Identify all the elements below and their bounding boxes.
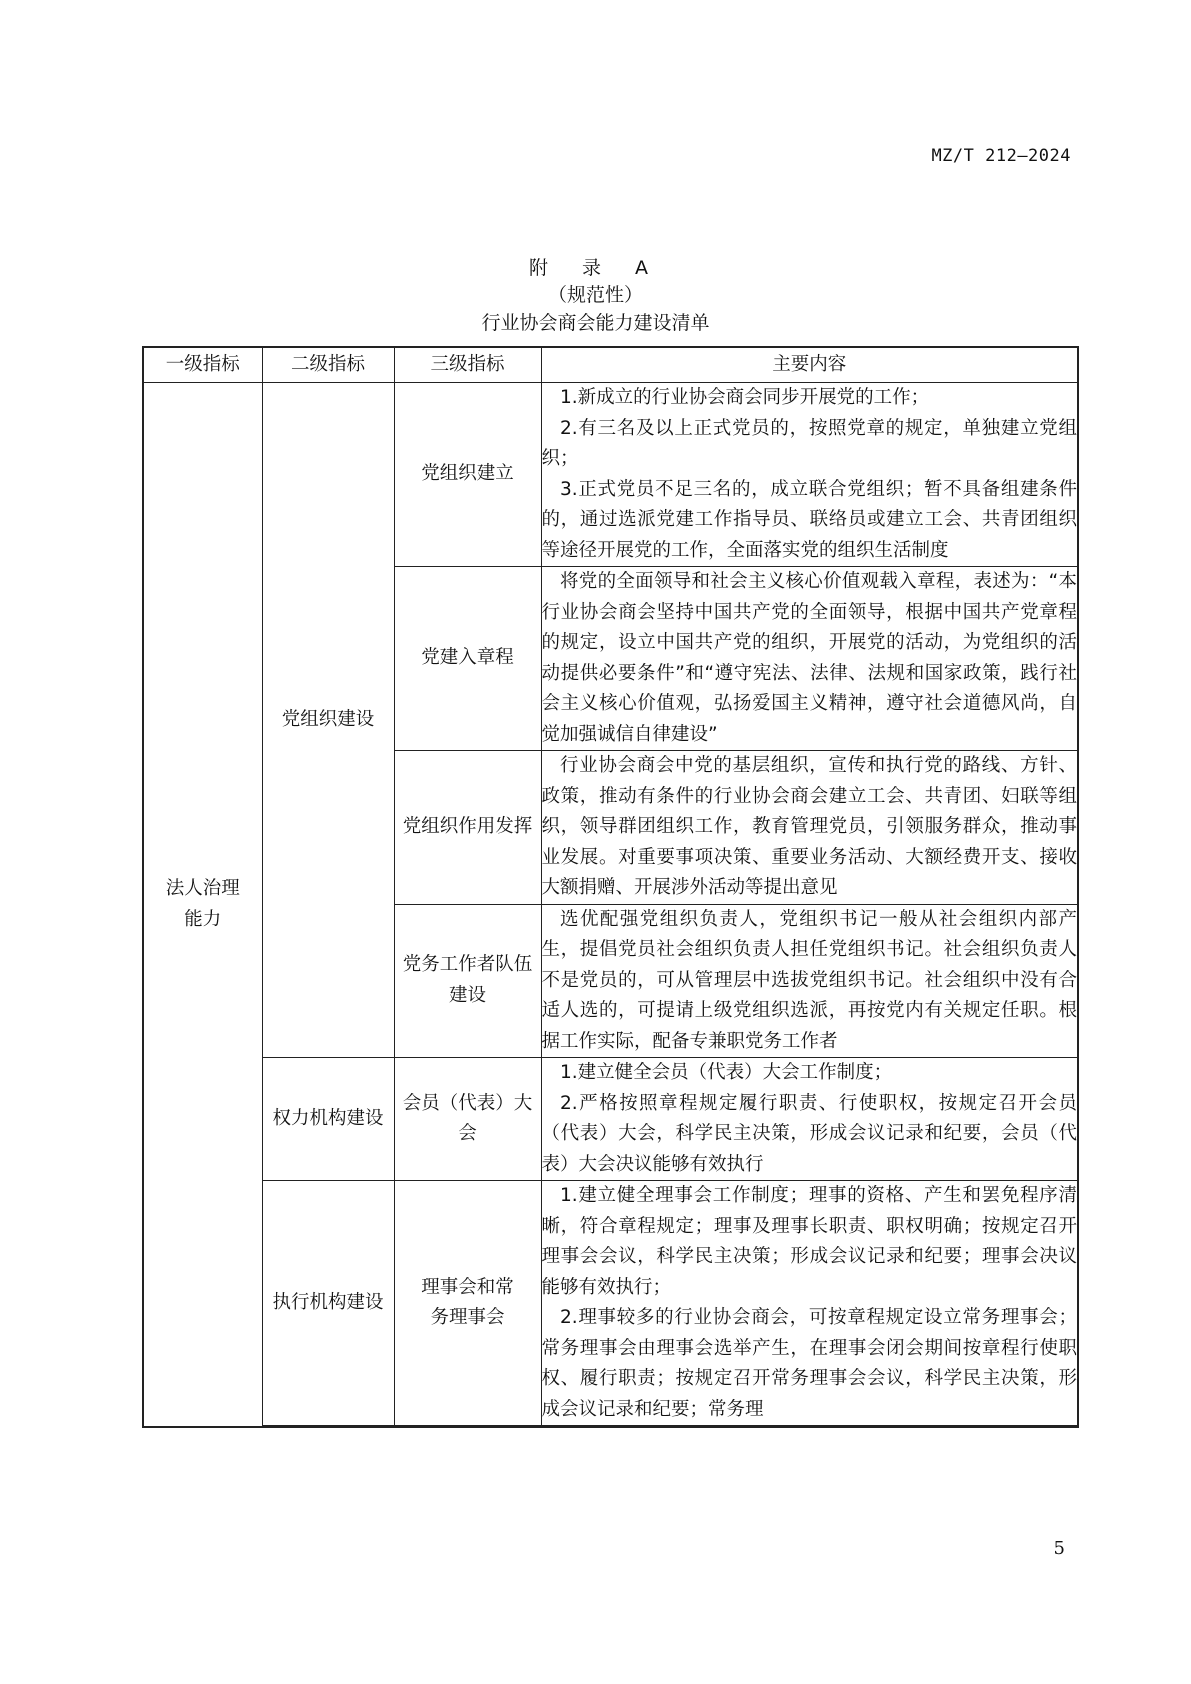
content-cell — [541, 904, 1078, 1058]
level1-cell: 法人治理能力 — [143, 383, 262, 1428]
standard-code: MZ/T 212—2024 — [931, 146, 1071, 166]
appendix-title: 附 录 A — [528, 257, 663, 279]
header-content: 主要内容 — [541, 347, 1078, 383]
table-row — [143, 383, 1078, 567]
capability-table — [142, 346, 1079, 1428]
appendix-nature: （规范性） — [547, 284, 643, 306]
level3-cell: 理事会和常务理事会 — [394, 1181, 541, 1426]
level3-cell: 党组织建立 — [394, 383, 541, 567]
header-level1: 一级指标 — [143, 347, 262, 383]
table-row — [143, 1181, 1078, 1426]
content-cell — [541, 1058, 1078, 1181]
content-paragraph: 选优配强党组织负责人，党组织书记一般从社会组织内部产生，提倡党员社会组织负责人担任党组织书记。社会组织负责人不是党员的，可从管理层中选拔党组织书记。社会组织中没有合适人选的，可提请上级党组织选派，再按党内有关规定任职。根据工作实际，配备专兼职党务工作者 — [541, 908, 1077, 1052]
content-cell — [541, 1181, 1078, 1426]
level2-cell: 党组织建设 — [262, 383, 394, 1058]
content-paragraph: 1.建立健全会员（代表）大会工作制度； — [560, 1062, 893, 1083]
content-paragraph: 3.正式党员不足三名的，成立联合党组织；暂不具备组建条件的，通过选派党建工作指导员、联络员或建立工会、共青团组织等途径开展党的工作，全面落实党的组织生活制度 — [541, 478, 1077, 561]
content-paragraph: 1.建立健全理事会工作制度；理事的资格、产生和罢免程序清晰，符合章程规定；理事及理事长职责、职权明确；按规定召开理事会会议，科学民主决策；形成会议记录和纪要；理事会决议能够有效执行； — [541, 1185, 1077, 1298]
level3-cell: 党建入章程 — [394, 567, 541, 751]
level2-cell: 权力机构建设 — [262, 1058, 394, 1181]
content-paragraph: 2.理事较多的行业协会商会，可按章程规定设立常务理事会；常务理事会由理事会选举产生，在理事会闭会期间按章程行使职权、履行职责；按规定召开常务理事会会议，科学民主决策，形成会议记录和纪要；常务理 — [541, 1307, 1077, 1420]
content-paragraph: 1.新成立的行业协会商会同步开展党的工作； — [560, 387, 930, 408]
table-header-row — [143, 347, 1078, 383]
page-number: 5 — [1053, 1538, 1065, 1559]
header-level2: 二级指标 — [262, 347, 394, 383]
content-paragraph: 将党的全面领导和社会主义核心价值观载入章程，表述为：“本行业协会商会坚持中国共产党的全面领导，根据中国共产党章程的规定，设立中国共产党的组织，开展党的活动，为党组织的活动提供必要条件”和“遵守宪法、法律、法规和国家政策，践行社会主义核心价值观，弘扬爱国主义精神，遵守社会道德风尚，自觉加强诚信自律建设” — [541, 571, 1077, 745]
table-row — [143, 1058, 1078, 1181]
level3-cell: 党务工作者队伍建设 — [394, 904, 541, 1058]
content-cell — [541, 383, 1078, 567]
content-paragraph: 行业协会商会中党的基层组织，宣传和执行党的路线、方针、政策，推动有条件的行业协会商会建立工会、共青团、妇联等组织，领导群团组织工作，教育管理党员，引领服务群众，推动事业发展。对重要事项决策、重要业务活动、大额经费开支、接收大额捐赠、开展涉外活动等提出意见 — [541, 755, 1077, 898]
content-cell — [541, 567, 1078, 751]
header-level3: 三级指标 — [394, 347, 541, 383]
content-paragraph: 2.有三名及以上正式党员的，按照党章的规定，单独建立党组织； — [541, 417, 1077, 469]
level3-cell: 党组织作用发挥 — [394, 751, 541, 905]
content-paragraph: 2.严格按照章程规定履行职责、行使职权，按规定召开会员（代表）大会，科学民主决策，形成会议记录和纪要，会员（代表）大会决议能够有效执行 — [541, 1092, 1077, 1175]
content-cell — [541, 751, 1078, 905]
level2-cell: 执行机构建设 — [262, 1181, 394, 1426]
appendix-name: 行业协会商会能力建设清单 — [481, 312, 710, 334]
level3-cell: 会员（代表）大会 — [394, 1058, 541, 1181]
